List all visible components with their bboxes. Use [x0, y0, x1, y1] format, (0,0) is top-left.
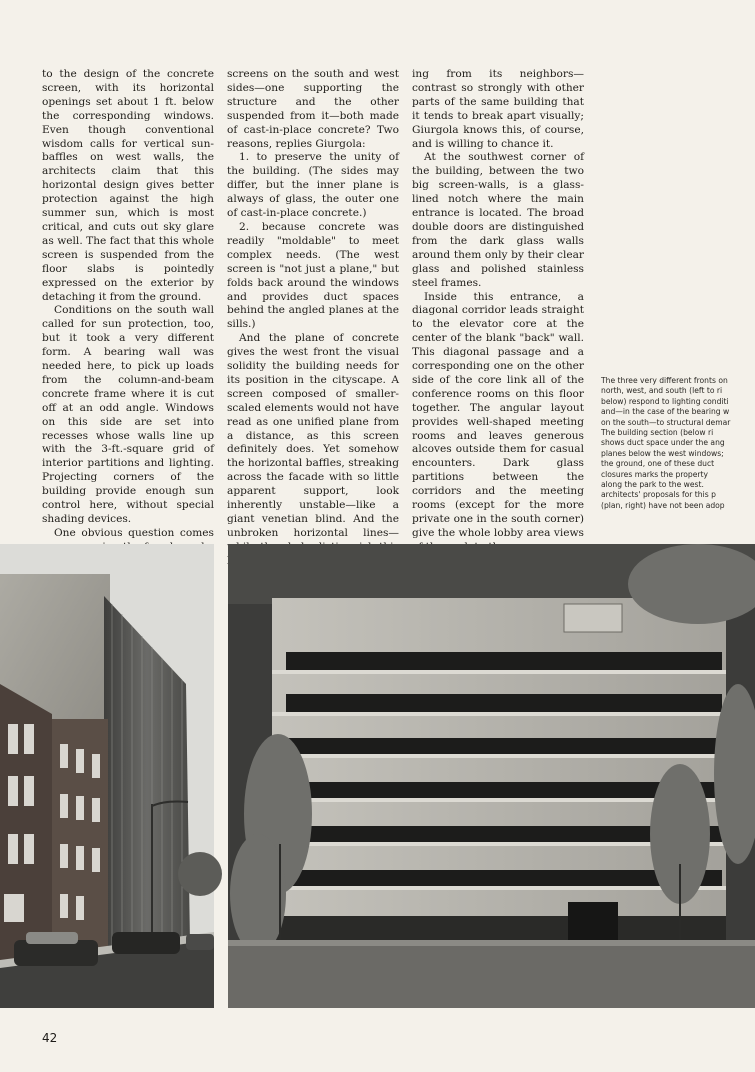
text-column-2 — [227, 68, 399, 539]
photo-street-view-image — [0, 544, 214, 1008]
caption-line: north, west, and south (left to ri — [601, 386, 723, 396]
article-paragraph: At the southwest corner of the building, between the two big screen-walls, is a glass-lined notch where the main entrance is located. The broad double doors are distinguished from the dark glass walls around them only by their clear glass and polished stainless steel frames. — [412, 151, 584, 289]
caption-line: along the park to the west. — [601, 480, 704, 490]
text-column-3 — [412, 68, 584, 539]
article-paragraph: 1. to preserve the unity of the building. (The sides may differ, but the inner plane is always of glass, the outer one of cast-in-place concrete.) — [227, 151, 399, 220]
article-paragraph: to the design of the concrete screen, with its horizontal openings set about 1 ft. below the corresponding windows. Even though conventional wisdom calls for vertical sun-baffles on west walls, the architects claim that this horizontal design gives better protection against the high summer sun, which is most critical, and cuts out sky glare as well. The fact that this whole screen is suspended from the floor slabs is pointedly expressed on the exterior by detaching it from the ground. — [42, 68, 214, 303]
caption-line: and—in the case of the bearing w — [601, 407, 730, 417]
article-paragraph: One obvious question comes — [54, 526, 214, 539]
photo-west-front — [228, 544, 755, 1008]
caption-line: the ground, one of these duct — [601, 459, 715, 469]
article-paragraph: screens on the south and west sides—one supporting the structure and the other suspended from it—both made of cast-in-place concrete? Two reasons, replies Giurgola: — [227, 68, 399, 150]
caption-line: planes below the west windows; — [601, 448, 724, 458]
caption-line: below) respond to lighting conditi — [601, 396, 729, 406]
article-paragraph: Inside this entrance, a diagonal corridor leads straight to the elevator core at the center of the blank "back" wall. This diagonal passage and a corresponding one on the other side of the core link all of the conference rooms on this floor together. The angular layout provides well-shaped meeting rooms and leaves generous alcoves outside them for casual encounters. Dark glass partitions between the corridors and the meeting rooms (except for the more private one in the south corner) give the whole lobby area views — [412, 290, 584, 539]
photo-street-view — [0, 544, 214, 1008]
page-number: 42 — [42, 1031, 58, 1045]
photo-caption — [601, 376, 755, 516]
caption-line: on the south—to structural demar — [601, 417, 731, 427]
caption-line: closures marks the property — [601, 469, 709, 479]
article-paragraph: ing from its neighbors—contrast so strongly with other parts of the same building that it tends to break apart visually; Giurgola knows this, of course, and is willing to chance it. — [412, 68, 584, 150]
article-paragraph: Conditions on the south wall called for sun protection, too, but it took a very different form. A bearing wall was needed here, to pick up loads from the column-and-beam concrete frame where it is cut off at an odd angle. Windows on this side are set into recesses whose walls line up with the 3-ft.-square grid of interior partitions and lighting. Projecting corners of the building provide enough sun control here, without special shading devices. — [42, 304, 214, 525]
article-paragraph: 2. because concrete was readily "moldable" to meet complex needs. (The west screen is "not just a plane," but folds back around the windows and provides duct spaces behind the angled planes at the sills.) — [227, 220, 399, 331]
caption-line: (plan, right) have not been adop — [601, 500, 725, 510]
caption-line: The three very different fronts on — [601, 376, 728, 385]
article-paragraph: And the plane of concrete gives the west front the visual solidity the building needs for its position in the cityscape. A screen composed of smaller-scaled elements would not have read as one unified plane from a distance, as this screen definitely does. Yet somehow the horizontal baffles, streaking across the facade with so little apparent support, look inherently unstable—like a giant venetian blind. And the unbroken horizontal lines— — [227, 332, 399, 539]
caption-line: shows duct space under the ang — [601, 438, 725, 448]
caption-line: The building section (below ri — [601, 428, 714, 438]
text-column-1 — [42, 68, 214, 539]
caption-line: architects' proposals for this p — [601, 490, 716, 500]
photo-west-front-image — [228, 544, 755, 1008]
